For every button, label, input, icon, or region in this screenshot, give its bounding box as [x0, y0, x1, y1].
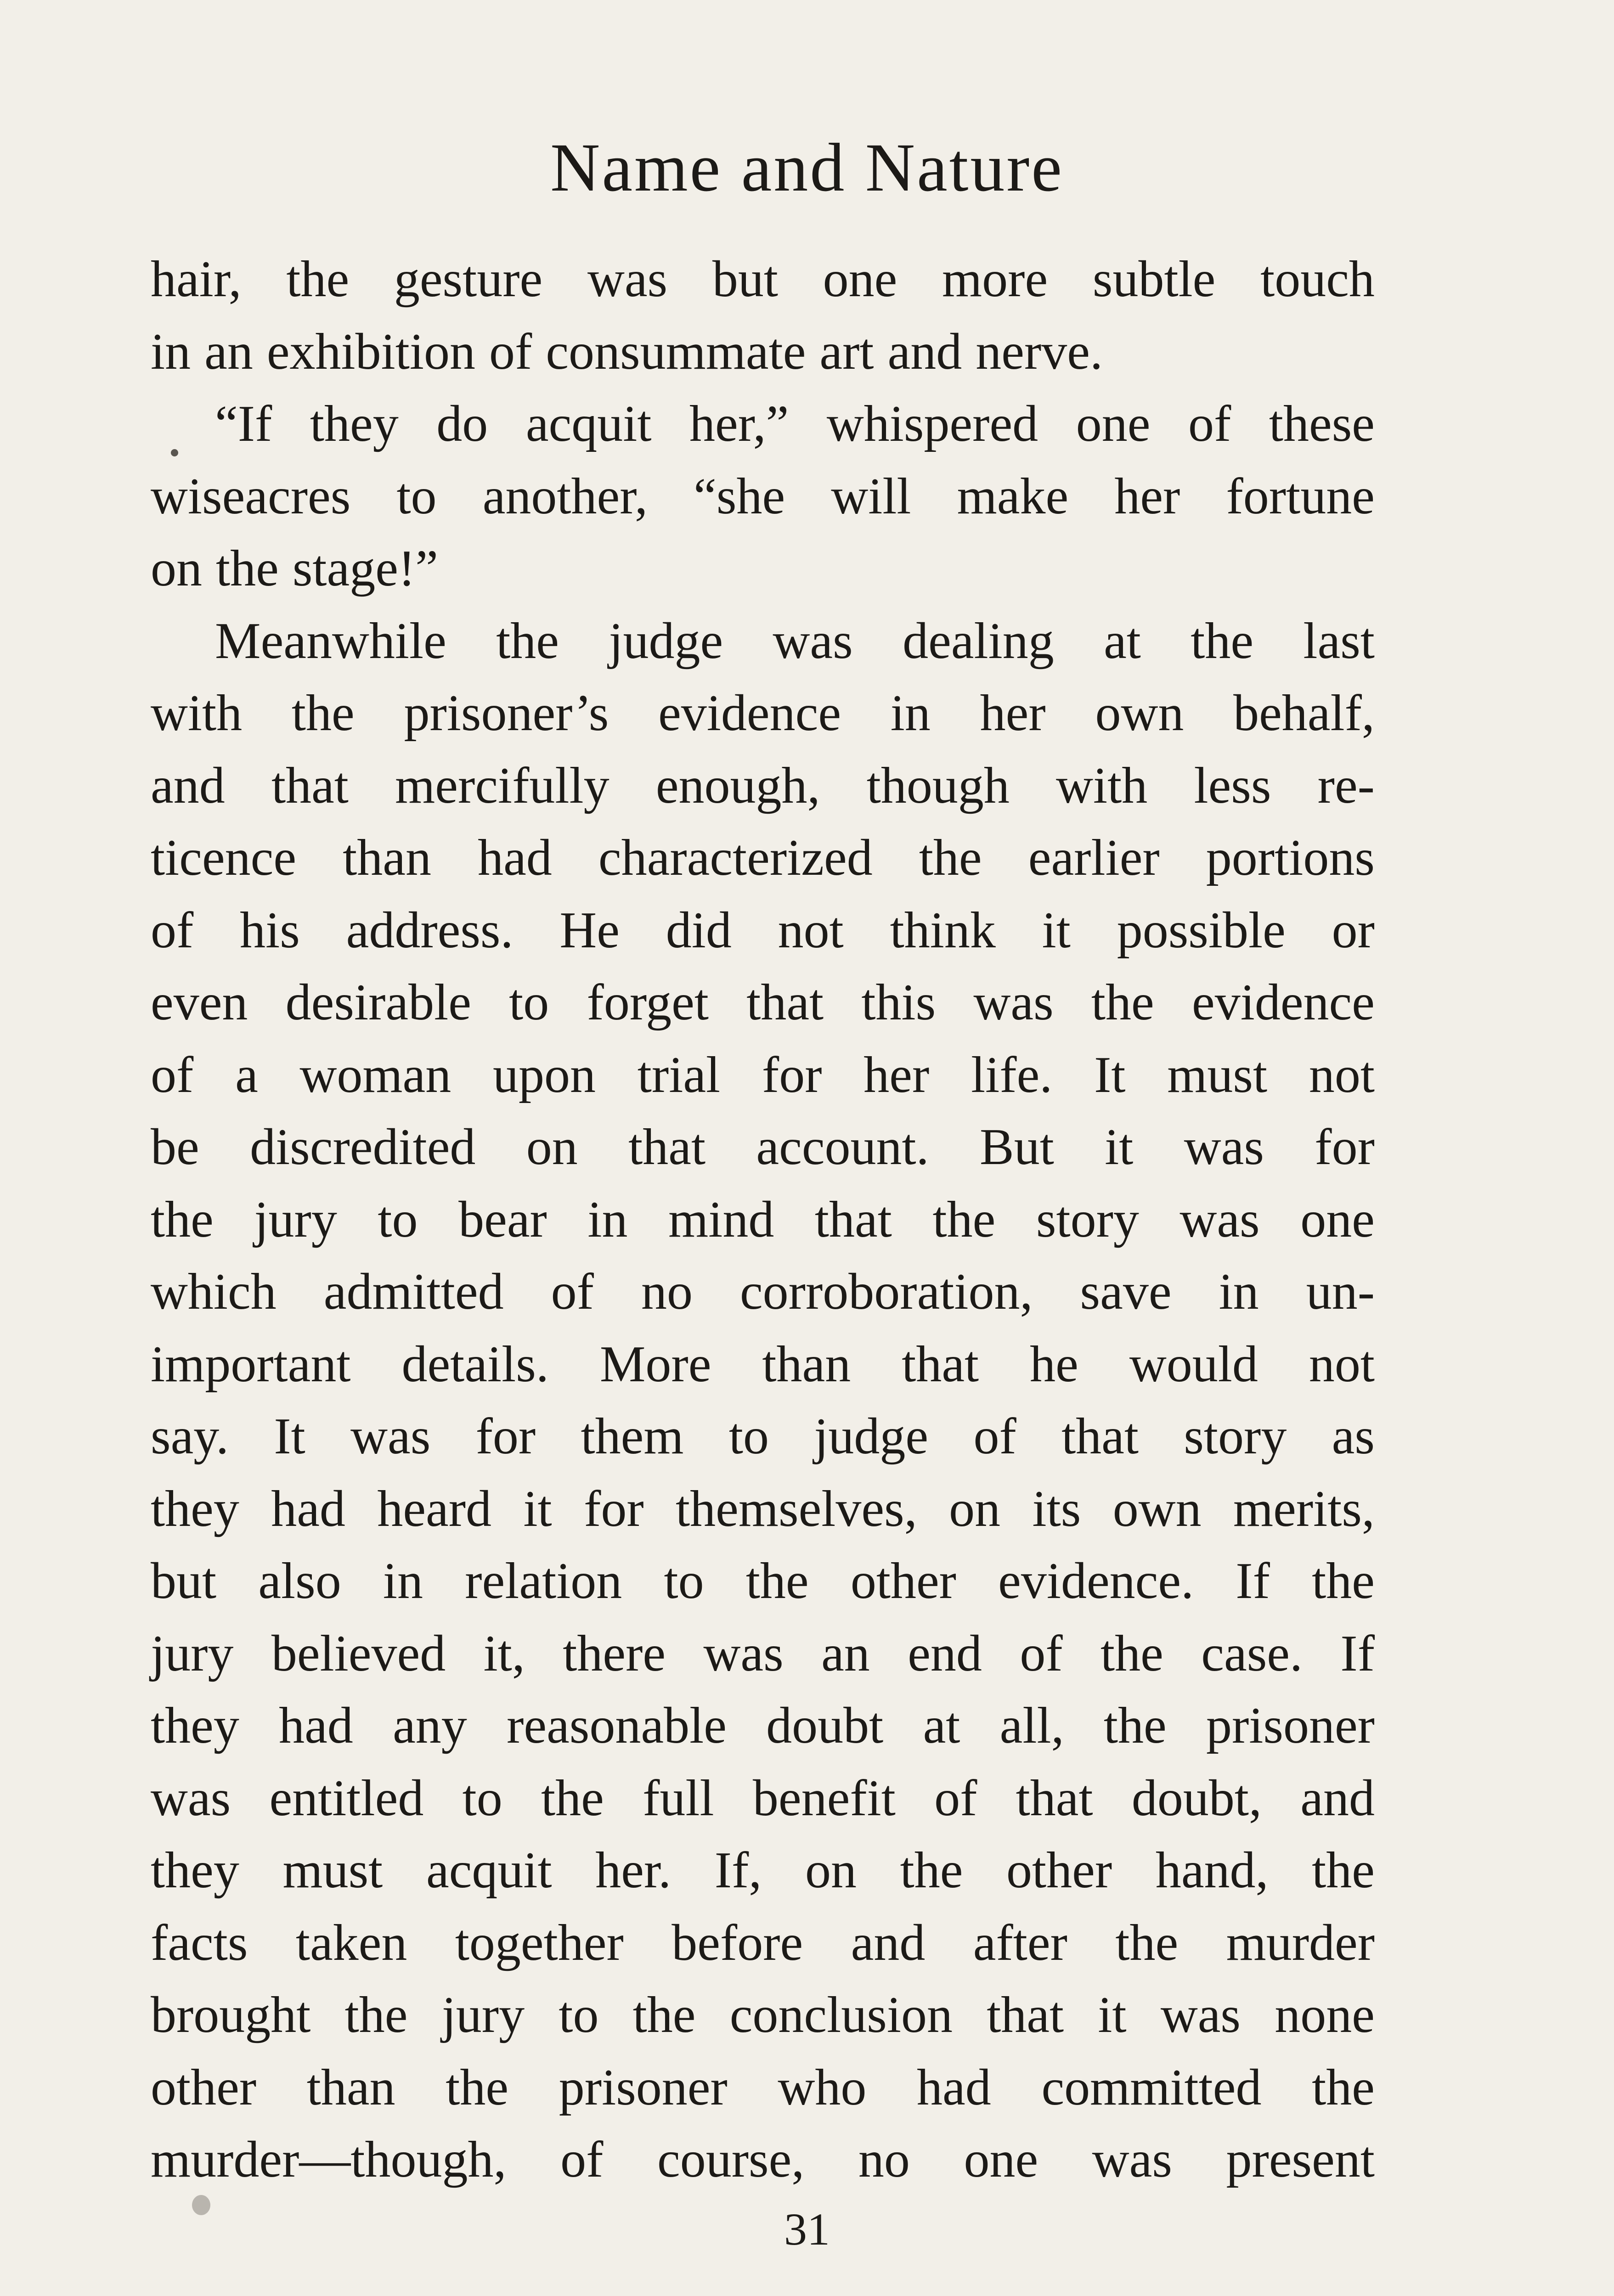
word: un- [1306, 1263, 1375, 1320]
word: the [932, 1191, 996, 1248]
word: them [581, 1408, 684, 1465]
word: conclusion [729, 1986, 953, 2043]
text-line [151, 1184, 1375, 1256]
word: of [1188, 395, 1231, 452]
word: the [1103, 1697, 1167, 1754]
word: was [151, 1769, 231, 1827]
word: to [509, 974, 549, 1031]
word: bear [458, 1191, 547, 1248]
word: was [703, 1625, 784, 1682]
text-line [151, 967, 1375, 1039]
word: it [1098, 1986, 1127, 2043]
word: who [778, 2059, 867, 2116]
word: wiseacres [151, 467, 351, 525]
word: for [1315, 1119, 1375, 1176]
word: was [1160, 1986, 1241, 2043]
word: was [1184, 1119, 1264, 1176]
word: characterized [598, 829, 873, 886]
word: less [1194, 757, 1271, 814]
word: had [271, 1480, 345, 1537]
word: acquit [426, 1842, 552, 1899]
word: and [887, 323, 962, 380]
word: heard [377, 1480, 492, 1537]
word: was [587, 251, 668, 308]
ink-speck [171, 449, 178, 456]
word: was [773, 612, 853, 670]
word: other [850, 1553, 956, 1609]
word: to [378, 1191, 418, 1248]
word: on [151, 540, 202, 597]
word: that [987, 1986, 1064, 2043]
word: the [1312, 1842, 1375, 1899]
page-number: 31 [784, 2204, 830, 2255]
word: gesture [394, 251, 543, 308]
word: even [151, 974, 248, 1031]
word: full [643, 1769, 714, 1827]
word: mercifully [395, 757, 609, 814]
word: not [1309, 1335, 1375, 1393]
text-line [151, 1690, 1375, 1762]
word: had [279, 1697, 353, 1754]
word: but [712, 251, 778, 308]
word: her. [595, 1842, 672, 1899]
word: reasonable [507, 1697, 727, 1754]
word: woman [299, 1046, 451, 1103]
text-line [151, 2124, 1375, 2196]
word: possible [1117, 901, 1286, 959]
word: art [819, 323, 874, 380]
word: think [890, 901, 996, 959]
word: her,” [689, 395, 789, 452]
word: was [1092, 2131, 1172, 2188]
word: more [942, 251, 1048, 308]
word: doubt, [1131, 1769, 1262, 1827]
word: as [1332, 1408, 1375, 1465]
word: with [1056, 757, 1148, 814]
word: prisoner [559, 2059, 728, 2116]
text-line [151, 895, 1375, 967]
word: at [923, 1697, 960, 1754]
word: not [1309, 1046, 1375, 1103]
word: any [393, 1697, 467, 1754]
word: they [310, 395, 399, 452]
word: earlier [1028, 829, 1160, 886]
word: stage!” [292, 540, 438, 597]
word: to [396, 467, 437, 525]
word: its [1032, 1480, 1081, 1537]
text-line [151, 677, 1375, 750]
word: say. [151, 1408, 229, 1465]
word: they [151, 1842, 239, 1899]
word: course, [657, 2131, 805, 2188]
word: for [475, 1408, 536, 1465]
word: no [641, 1263, 693, 1320]
word: and [1300, 1769, 1375, 1827]
word: If, [714, 1842, 762, 1899]
word: mind [668, 1191, 774, 1248]
word: one [964, 2131, 1038, 2188]
word: was [973, 974, 1054, 1031]
word: the [632, 1986, 696, 2043]
word: they [151, 1480, 239, 1537]
text-line [151, 750, 1375, 822]
text-line [151, 1401, 1375, 1473]
word: for [584, 1480, 644, 1537]
word: own [1095, 685, 1184, 742]
word: in [1219, 1263, 1259, 1320]
word: that [746, 974, 824, 1031]
text-line [151, 243, 1375, 316]
word: was [1179, 1191, 1260, 1248]
word: none [1275, 1986, 1375, 2043]
word: It [274, 1408, 305, 1465]
word: trial [637, 1046, 721, 1103]
word: end [908, 1625, 982, 1682]
word: of [151, 1046, 194, 1103]
word: acquit [525, 395, 652, 452]
word: will [831, 467, 911, 525]
word: If [1236, 1553, 1270, 1609]
word: there [563, 1625, 666, 1682]
word: the [496, 612, 559, 670]
text-line [151, 1039, 1375, 1112]
word: murder—though, [151, 2131, 507, 2188]
word: one [823, 251, 897, 308]
word: upon [493, 1046, 596, 1103]
word: though [866, 757, 1010, 814]
word: the [446, 2059, 509, 2116]
word: of [151, 901, 194, 959]
word: “If [215, 395, 272, 452]
word: the [1091, 974, 1154, 1031]
word: If [1340, 1625, 1375, 1682]
word: his [240, 901, 300, 959]
word: consummate [546, 323, 806, 380]
word: More [599, 1335, 711, 1393]
word: do [436, 395, 488, 452]
text-line [151, 1256, 1375, 1328]
word: evidence [1192, 974, 1375, 1031]
word: than [762, 1335, 851, 1393]
word: another, [482, 467, 648, 525]
word: “she [694, 467, 785, 525]
word: which [151, 1263, 277, 1320]
word: in [383, 1553, 423, 1609]
word: it [1042, 901, 1071, 959]
word: that [1016, 1769, 1093, 1827]
word: one [1076, 395, 1151, 452]
text-line [151, 1473, 1375, 1546]
word: would [1129, 1335, 1258, 1393]
word: must [1167, 1046, 1268, 1103]
word: also [258, 1553, 341, 1609]
word: but [151, 1553, 217, 1609]
word: the [919, 829, 982, 886]
text-line [151, 822, 1375, 895]
word: of [560, 2131, 604, 2188]
word: jury [151, 1625, 234, 1682]
text-line [151, 1111, 1375, 1184]
word: brought [151, 1986, 311, 2043]
text-line [151, 1328, 1375, 1401]
word: hair, [151, 251, 242, 308]
word: in [151, 323, 191, 380]
word: after [973, 1914, 1067, 1971]
word: for [762, 1046, 822, 1103]
word: case. [1201, 1625, 1303, 1682]
word: present [1226, 2131, 1375, 2188]
word: on [805, 1842, 857, 1899]
word: a [235, 1046, 258, 1103]
word: other [151, 2059, 257, 2116]
word: committed [1041, 2059, 1262, 2116]
running-head: Name and Nature [550, 129, 1064, 206]
word: had [478, 829, 552, 886]
word: entitled [269, 1769, 424, 1827]
word: details. [401, 1335, 549, 1393]
word: on [526, 1119, 578, 1176]
word: he [1030, 1335, 1078, 1393]
word: portions [1206, 829, 1375, 886]
word: fortune [1226, 467, 1375, 525]
text-line [151, 388, 1375, 461]
word: they [151, 1697, 239, 1754]
word: the [151, 1191, 214, 1248]
word: to [462, 1769, 502, 1827]
word: of [489, 323, 532, 380]
word: the [1100, 1625, 1163, 1682]
word: hand, [1155, 1842, 1269, 1899]
word: must [282, 1842, 383, 1899]
word: make [957, 467, 1069, 525]
word: the [1191, 612, 1254, 670]
word: to [664, 1553, 704, 1609]
word: judge [814, 1408, 929, 1465]
word: that [814, 1191, 892, 1248]
word: address. [346, 901, 514, 959]
word: account. [756, 1119, 929, 1176]
word: not [778, 901, 844, 959]
word: prisoner [1206, 1697, 1375, 1754]
text-line [151, 1762, 1375, 1835]
word: the [216, 540, 279, 597]
word: an [204, 323, 253, 380]
word: enough, [655, 757, 820, 814]
word: on [949, 1480, 1001, 1537]
word: the [745, 1553, 809, 1609]
text-line [151, 1545, 1375, 1618]
word: in [587, 1191, 628, 1248]
word: evidence [658, 685, 841, 742]
word: of [973, 1408, 1016, 1465]
word: doubt [766, 1697, 884, 1754]
word: But [980, 1119, 1054, 1176]
word: the [541, 1769, 604, 1827]
word: own [1112, 1480, 1202, 1537]
word: that [271, 757, 349, 814]
word: It [1094, 1046, 1126, 1103]
word: corroboration, [739, 1263, 1033, 1320]
word: her [863, 1046, 930, 1103]
word: believed [271, 1625, 446, 1682]
word: nerve. [976, 323, 1103, 380]
word: the [1312, 1553, 1375, 1609]
word: story [1036, 1191, 1139, 1248]
word: last [1303, 612, 1375, 670]
word: themselves, [676, 1480, 917, 1537]
word: that [902, 1335, 979, 1393]
word: forget [587, 974, 709, 1031]
word: re- [1317, 757, 1375, 814]
word: than [343, 829, 431, 886]
word: one [1300, 1191, 1375, 1248]
word: discredited [250, 1119, 476, 1176]
word: admitted [323, 1263, 504, 1320]
word: that [1061, 1408, 1139, 1465]
word: taken [295, 1914, 407, 1971]
word: to [559, 1986, 599, 2043]
word: together [455, 1914, 624, 1971]
word: it, [483, 1625, 525, 1682]
word: did [666, 901, 732, 959]
word: it [523, 1480, 552, 1537]
word: judge [609, 612, 723, 670]
word: an [821, 1625, 870, 1682]
word: the [900, 1842, 963, 1899]
text-line [151, 1907, 1375, 1980]
word: merits, [1233, 1480, 1375, 1537]
word: evidence. [998, 1553, 1194, 1609]
text-line [151, 461, 1375, 533]
word: than [306, 2059, 395, 2116]
word: these [1269, 395, 1375, 452]
word: facts [151, 1914, 248, 1971]
word: Meanwhile [215, 612, 446, 670]
word: be [151, 1119, 199, 1176]
word: subtle [1092, 251, 1216, 308]
word: before [672, 1914, 803, 1971]
text-line [151, 1835, 1375, 1907]
word: ticence [151, 829, 297, 886]
word: the [1312, 2059, 1375, 2116]
word: the [344, 1986, 408, 2043]
word: relation [465, 1553, 622, 1609]
word: desirable [285, 974, 471, 1031]
word: He [559, 901, 620, 959]
word: dealing [903, 612, 1054, 670]
word: important [151, 1335, 351, 1393]
word: behalf, [1233, 685, 1375, 742]
word: murder [1226, 1914, 1375, 1971]
word: of [1020, 1625, 1063, 1682]
word: in [890, 685, 931, 742]
word: her [1114, 467, 1180, 525]
word: touch [1260, 251, 1375, 308]
word: life. [971, 1046, 1053, 1103]
text-line [151, 2052, 1375, 2124]
text-line [151, 1618, 1375, 1690]
body-text [151, 243, 1375, 2196]
word: whispered [826, 395, 1038, 452]
word: and [851, 1914, 926, 1971]
ink-smudge [192, 2195, 210, 2215]
word: had [917, 2059, 991, 2116]
word: benefit [752, 1769, 896, 1827]
word: her [980, 685, 1046, 742]
text-line [151, 533, 1375, 605]
word: at [1104, 612, 1141, 670]
word: all, [999, 1697, 1064, 1754]
word: that [628, 1119, 706, 1176]
word: it [1105, 1119, 1134, 1176]
word: save [1080, 1263, 1172, 1320]
text-line [151, 605, 1375, 678]
word: jury [254, 1191, 337, 1248]
text-line [151, 316, 1375, 388]
word: other [1006, 1842, 1112, 1899]
word: story [1184, 1408, 1287, 1465]
word: with [151, 685, 243, 742]
word: this [861, 974, 936, 1031]
word: the [286, 251, 350, 308]
word: prisoner’s [404, 685, 609, 742]
word: of [934, 1769, 977, 1827]
word: of [551, 1263, 594, 1320]
word: the [1115, 1914, 1179, 1971]
word: to [728, 1408, 769, 1465]
word: and [151, 757, 225, 814]
word: exhibition [266, 323, 476, 380]
word: no [858, 2131, 910, 2188]
word: the [291, 685, 355, 742]
text-line [151, 1979, 1375, 2052]
word: or [1332, 901, 1375, 959]
word: was [350, 1408, 431, 1465]
word: jury [441, 1986, 525, 2043]
